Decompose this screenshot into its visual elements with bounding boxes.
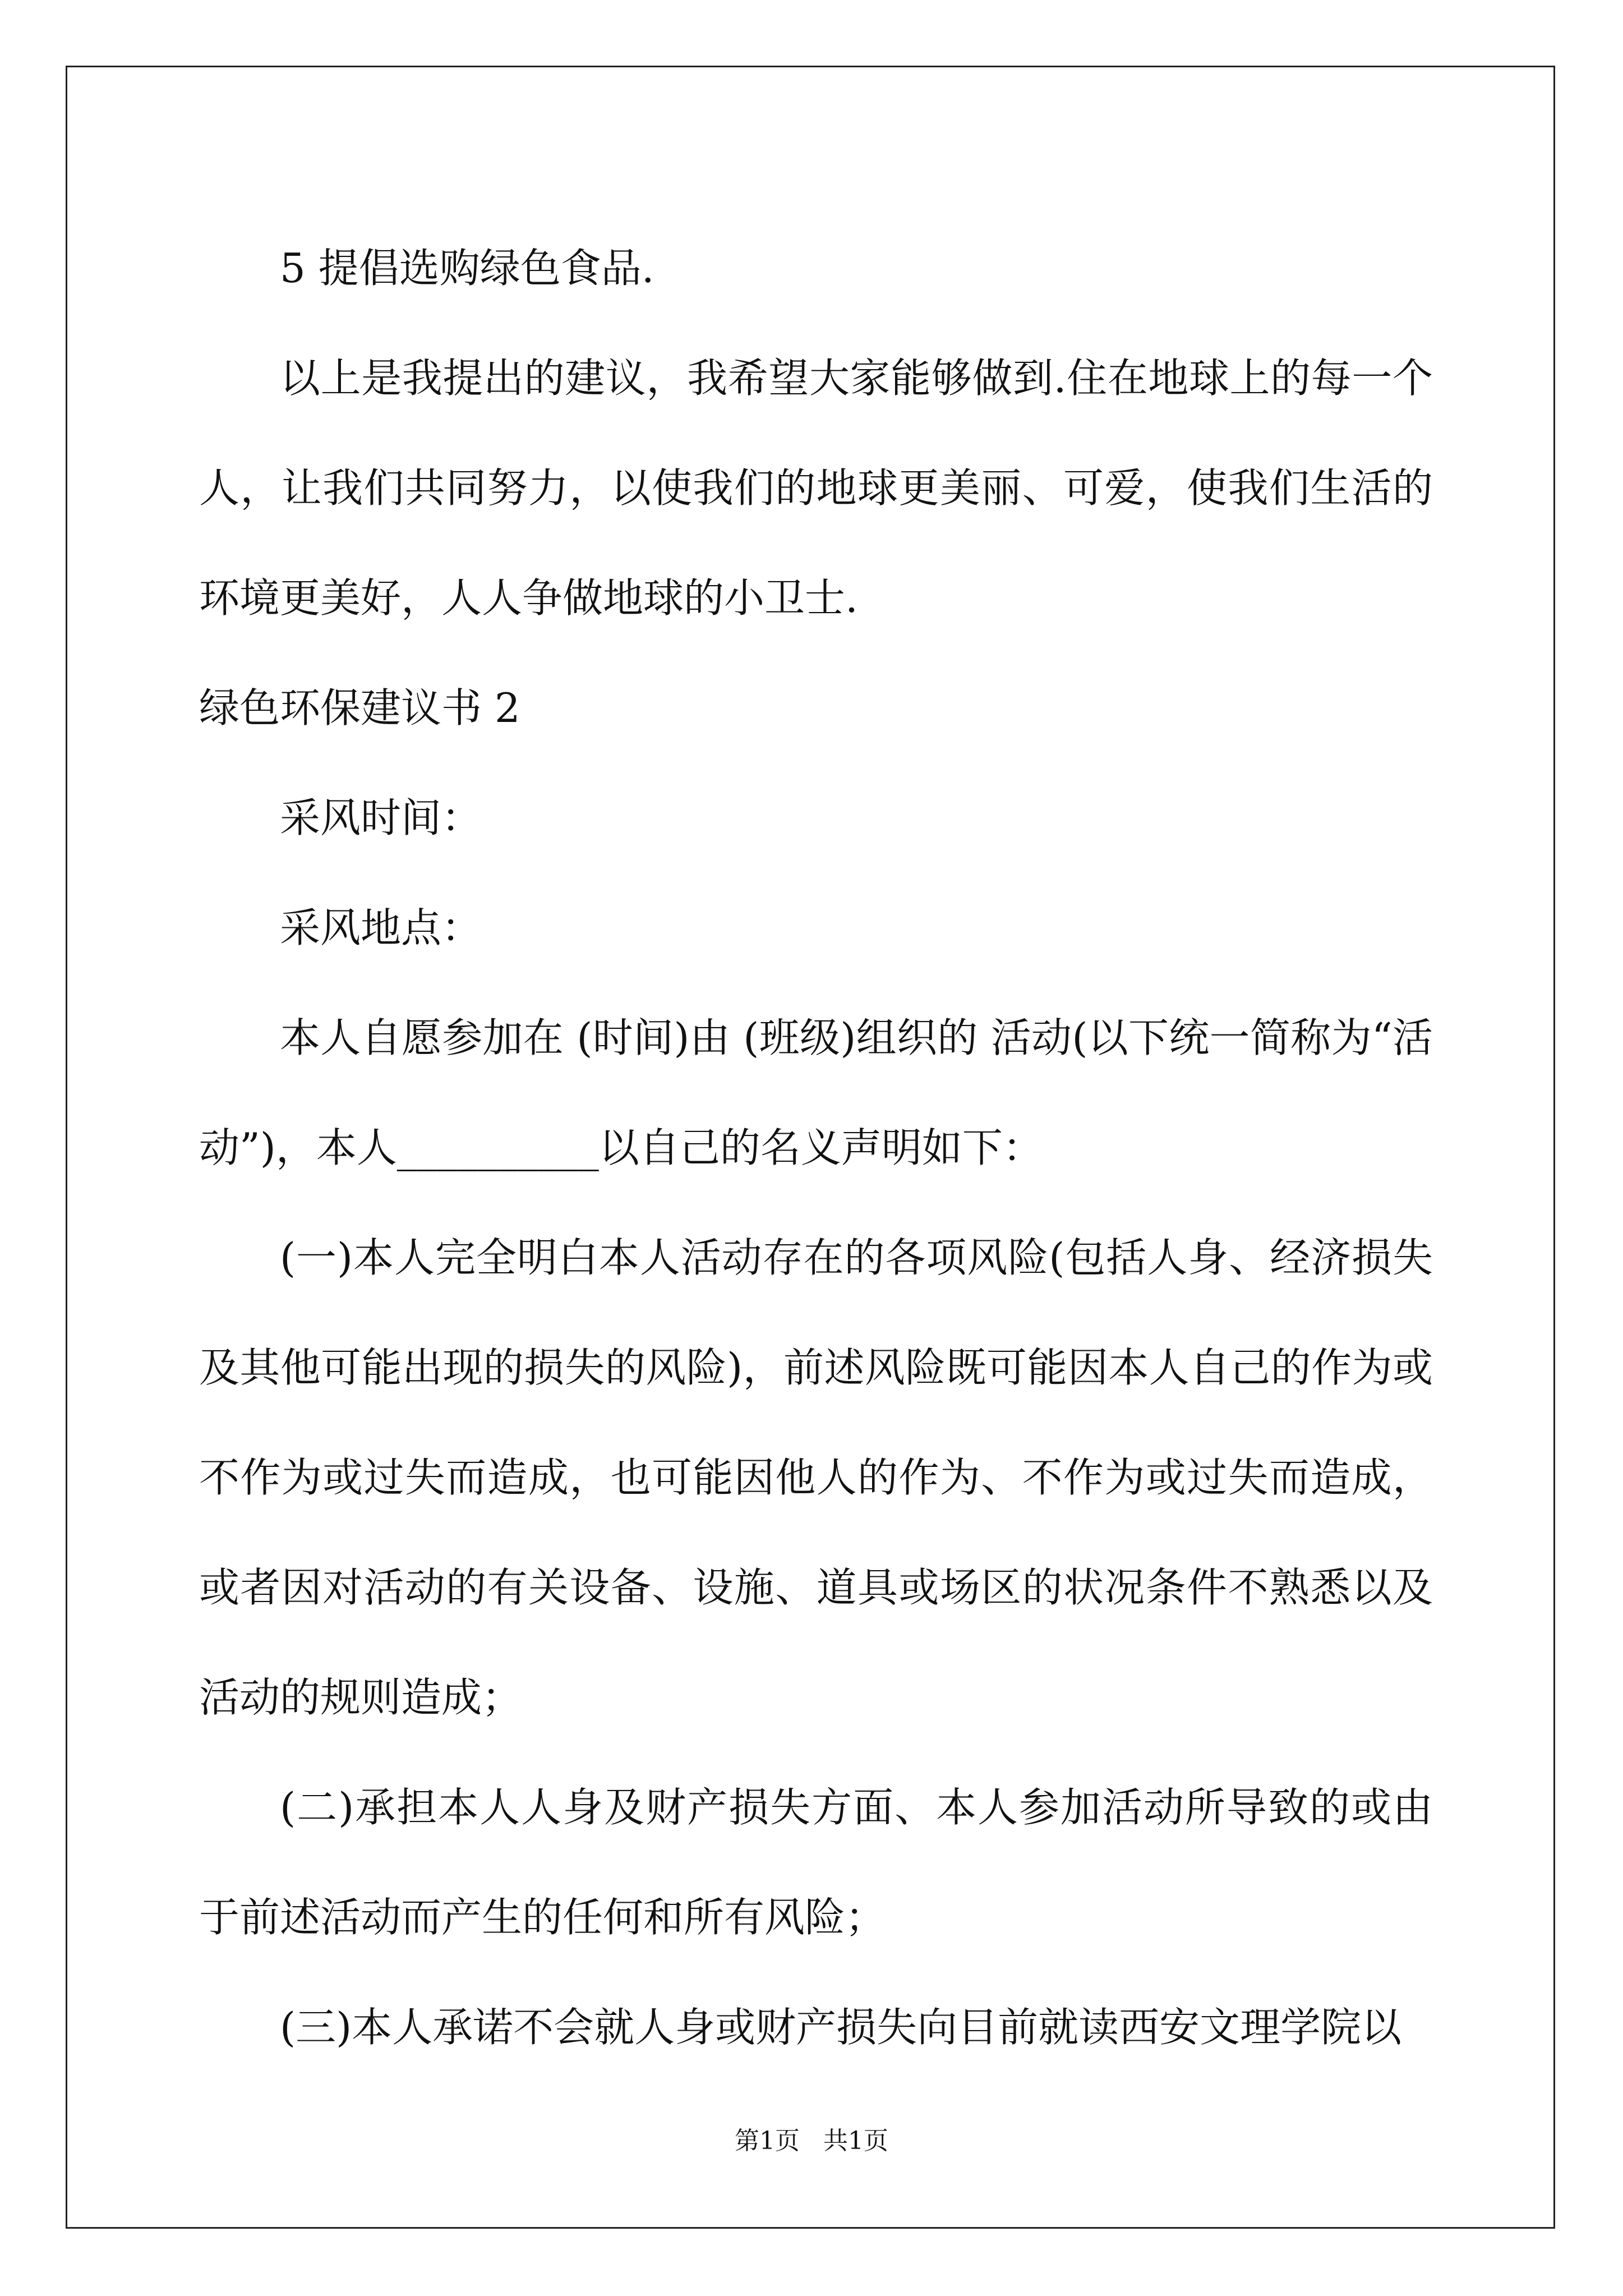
paragraph-clause-one: (一)本人完全明白本人活动存在的各项风险(包括人身、经济损失及其他可能出现的损失的风险)，前述风险既可能因本人自己的作为或不作为或过失而造成，也可能因他人的作为、不作为或过失而造成，或者因对活动的有关设备、设施、道具或场区的状况条件不熟悉以及活动的规则造成；	[199, 1234, 1433, 1721]
paragraph-green-food: 5 提倡选购绿色食品.	[280, 245, 654, 292]
paragraph-clause-three: (三)本人承诺不会就人身或财产损失向目前就读西安文理学院以	[280, 2004, 1402, 2051]
document-body	[199, 213, 1433, 2082]
page-number-total: 共1页	[823, 2127, 888, 2155]
paragraph-collection-time: 采风时间：	[280, 794, 482, 841]
paragraph-suggestions-summary: 以上是我提出的建议，我希望大家能够做到.住在地球上的每一个人，让我们共同努力，以使我们的地球更美丽、可爱，使我们生活的环境更美好，人人争做地球的小卫士.	[199, 355, 1433, 622]
paragraph-collection-location: 采风地点：	[280, 904, 482, 951]
page-number-current: 第1页	[735, 2127, 800, 2155]
page-footer	[0, 2120, 1623, 2156]
paragraph-declaration-intro: 本人自愿参加在 (时间)由 (班级)组织的 活动(以下统一简称为“活动”)，本人__________以自己的名义声明如下：	[199, 1014, 1433, 1171]
section-heading: 绿色环保建议书 2	[199, 684, 520, 731]
paragraph-clause-two: (二)承担本人人身及财产损失方面、本人参加活动所导致的或由于前述活动而产生的任何和所有风险；	[199, 1784, 1433, 1941]
